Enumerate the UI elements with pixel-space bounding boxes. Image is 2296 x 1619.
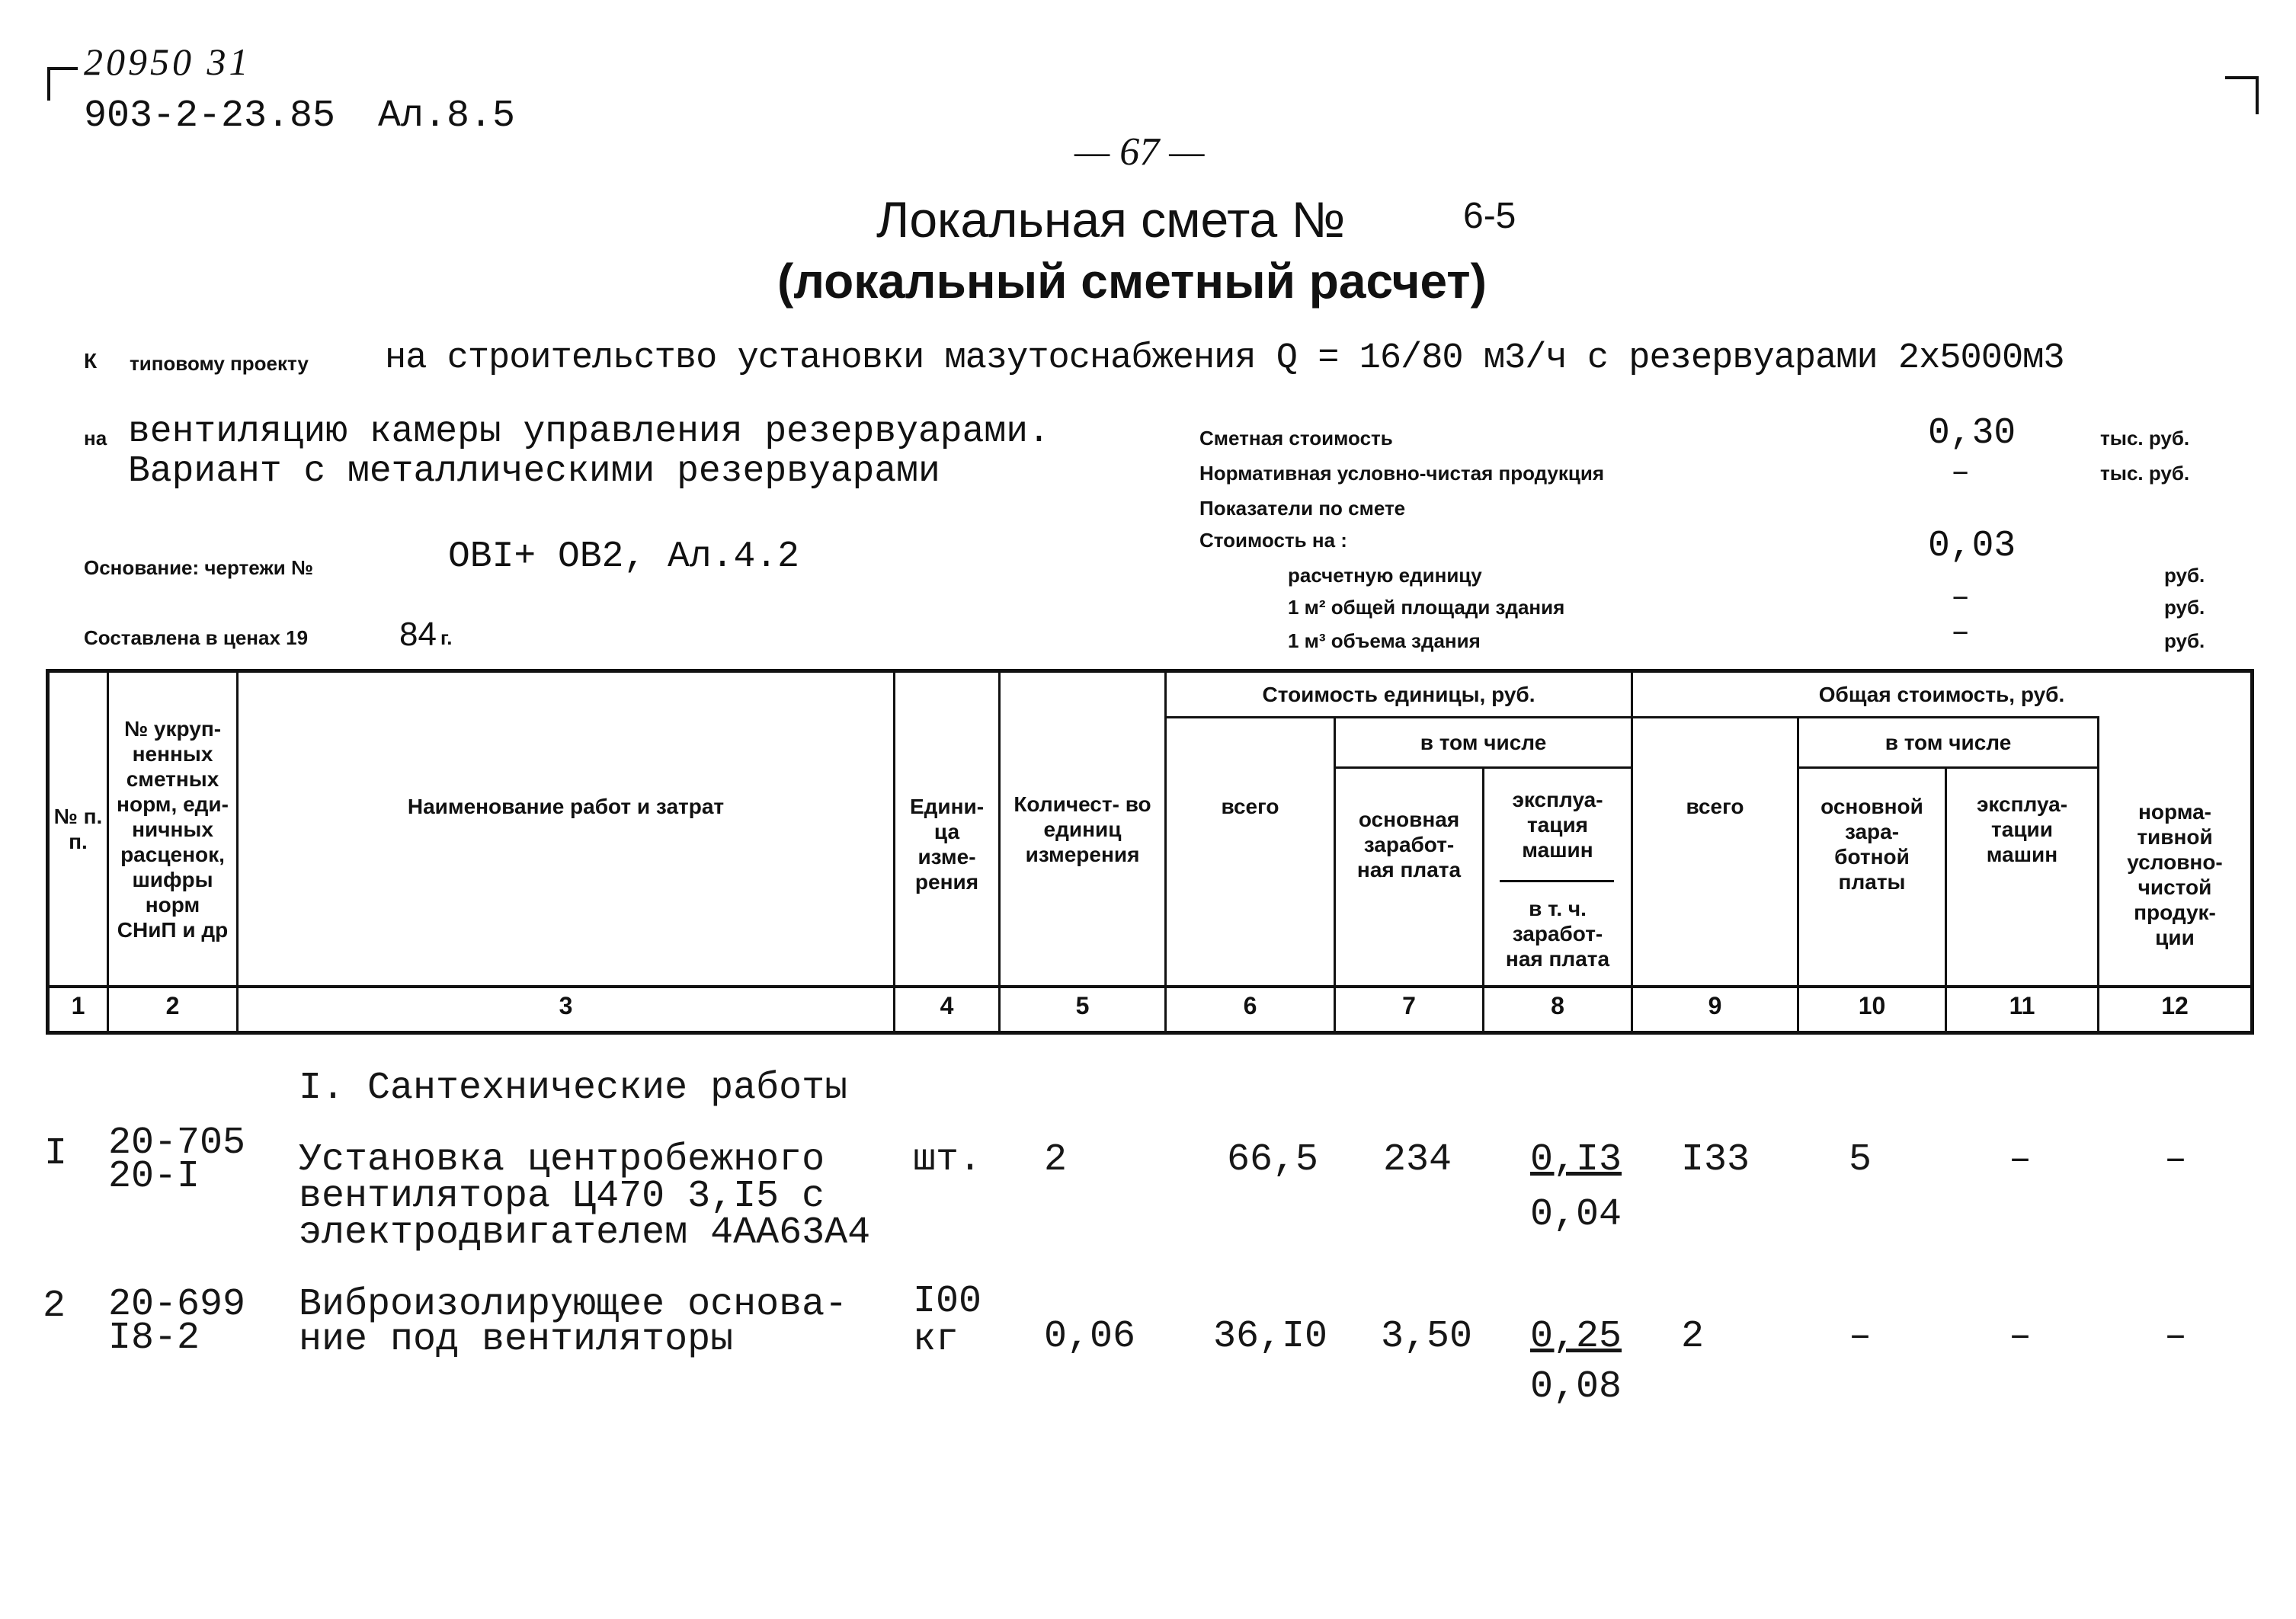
unit-value: кг <box>913 1318 959 1361</box>
summary-estimated-cost-unit: тыс. руб. <box>2100 427 2190 450</box>
unit-machines-wage-value: 0,04 <box>1530 1193 1622 1237</box>
header-sum-net-product: норма- тивной условно- чистой продук- ции <box>2127 800 2223 949</box>
unit-machines-value: 0,25 <box>1530 1315 1622 1358</box>
basis-label: Основание: чертежи № <box>84 556 313 579</box>
work-name-line: Виброизолирующее основа- <box>299 1283 848 1326</box>
basis-value: OBI+ OB2, Ал.4.2 <box>448 536 799 578</box>
work-name-line: ние под вентиляторы <box>299 1318 734 1361</box>
unit-value: шт. <box>913 1138 982 1182</box>
summary-unit-label: расчетную единицу <box>1288 564 1482 587</box>
column-number: 6 <box>1243 992 1257 1019</box>
quantity-value: 2 <box>1044 1138 1068 1182</box>
norm-code-1: 20-705 <box>108 1121 246 1165</box>
sum-machines-value: – <box>2009 1315 2032 1358</box>
corner-mark-top-right <box>2225 76 2259 114</box>
sum-wage-value: – <box>1849 1315 1872 1358</box>
page-title: Локальная смета № <box>876 191 1346 248</box>
unit-total-value: 66,5 <box>1227 1138 1319 1182</box>
header-unit-machines: эксплуа- тация машин <box>1512 787 1603 862</box>
norm-code-2: I8-2 <box>108 1317 200 1360</box>
work-name-line: вентилятора Ц470 3,I5 с <box>299 1175 825 1218</box>
unit-machines-value: 0,I3 <box>1530 1138 1622 1182</box>
sum-total-value: 2 <box>1681 1315 1705 1358</box>
project-description: на строительство установки мазутоснабжения Q = 16/80 м3/ч с резервуарами 2х5000м3 <box>385 338 2064 379</box>
summary-volume-label: 1 м³ объема здания <box>1288 629 1481 652</box>
purpose-line-2: Вариант с металлическими резервуарами <box>128 451 940 492</box>
column-number: 7 <box>1402 992 1416 1019</box>
summary-volume-unit: руб. <box>2164 629 2205 652</box>
header-total-incl: в том числе <box>1885 731 2012 754</box>
page-subtitle: (локальный сметный расчет) <box>777 254 1487 309</box>
compiled-label: Составлена в ценах 19 <box>84 626 309 649</box>
column-number: 4 <box>940 992 954 1019</box>
purpose-prefix: на <box>84 427 107 450</box>
norm-code-1: 20-699 <box>108 1283 246 1326</box>
header-unit-machines-wage: в т. ч. заработ- ная плата <box>1505 896 1610 971</box>
page-number: — 67 — <box>1074 130 1205 174</box>
summary-estimated-cost-label: Сметная стоимость <box>1199 427 1393 450</box>
norm-code-2: 20-I <box>108 1155 200 1198</box>
corner-mark-top-left <box>47 67 78 101</box>
column-number: 2 <box>165 992 180 1019</box>
summary-area-unit: руб. <box>2164 596 2205 619</box>
header-unit-total: всего <box>1221 794 1279 818</box>
purpose-line-1: вентиляцию камеры управления резервуарами. <box>128 411 1050 453</box>
estimate-number: 6-5 <box>1463 196 1516 236</box>
column-number: 3 <box>559 992 573 1019</box>
summary-area-label: 1 м² общей площади здания <box>1288 596 1565 619</box>
header-norm-codes: № укруп- ненных сметных норм, еди- ничных расценок, шифры норм СНиП и др <box>117 716 229 942</box>
handwritten-code: 20950 31 <box>84 40 251 83</box>
header-work-name: Наименование работ и затрат <box>407 794 725 818</box>
unit-wage-value: 3,50 <box>1381 1315 1473 1358</box>
header-quantity: Количест- во единиц измерения <box>1014 792 1151 866</box>
column-number: 1 <box>71 992 85 1019</box>
summary-volume-value: – <box>1951 614 1971 651</box>
compiled-suffix: г. <box>440 626 453 649</box>
compiled-year: 84 <box>399 616 437 653</box>
project-prefix: К <box>84 349 98 373</box>
summary-net-product-label: Нормативная условно-чистая продукция <box>1199 462 1605 485</box>
unit-machines-wage-value: 0,08 <box>1530 1365 1622 1409</box>
unit-value: I00 <box>913 1280 982 1323</box>
summary-unit-unit: руб. <box>2164 564 2205 587</box>
row-number: I <box>44 1132 68 1176</box>
summary-cost-per-value: 0,03 <box>1928 526 2016 567</box>
header-unit-cost-group: Стоимость единицы, руб. <box>1262 683 1535 706</box>
column-number: 8 <box>1551 992 1564 1019</box>
estimate-table-header <box>46 669 2254 1035</box>
unit-wage-value: 234 <box>1383 1138 1452 1182</box>
column-number: 5 <box>1075 992 1090 1019</box>
sum-machines-value: – <box>2009 1138 2032 1182</box>
summary-area-value: – <box>1951 579 1971 616</box>
column-number: 10 <box>1858 992 1886 1019</box>
header-total-cost-group: Общая стоимость, руб. <box>1818 683 2065 706</box>
summary-cost-per-label: Стоимость на : <box>1199 529 1347 552</box>
header-row-number: № п. п. <box>53 805 103 853</box>
work-name-line: электродвигателем 4АА63А4 <box>299 1211 871 1255</box>
header-sum-wage: основной зара- ботной платы <box>1820 795 1923 894</box>
summary-indicators-label: Показатели по смете <box>1199 497 1406 520</box>
sum-total-value: I33 <box>1681 1138 1750 1182</box>
unit-total-value: 36,I0 <box>1213 1315 1328 1358</box>
sum-net-value: – <box>2164 1315 2188 1358</box>
sum-wage-value: 5 <box>1849 1138 1872 1182</box>
project-label: типовому проекту <box>130 352 309 375</box>
quantity-value: 0,06 <box>1044 1315 1136 1358</box>
row-number: 2 <box>43 1285 66 1328</box>
header-sum-total: всего <box>1686 794 1744 818</box>
column-number: 9 <box>1708 992 1722 1019</box>
header-sum-machines: эксплуа- тации машин <box>1976 792 2068 866</box>
summary-estimated-cost-value: 0,30 <box>1928 413 2016 454</box>
album-code: Ал.8.5 <box>378 94 516 138</box>
header-unit-wage: основная заработ- ная плата <box>1356 807 1462 881</box>
column-number: 12 <box>2161 992 2189 1019</box>
summary-net-product-unit: тыс. руб. <box>2100 462 2190 485</box>
column-number: 11 <box>2009 992 2035 1019</box>
project-code: 903-2-23.85 <box>84 94 336 138</box>
summary-net-product-value: – <box>1951 454 1971 491</box>
header-unit: Едини- ца изме- рения <box>909 795 985 894</box>
section-title: I. Сантехнические работы <box>299 1067 848 1110</box>
work-name-line: Установка центробежного <box>299 1138 825 1182</box>
sum-net-value: – <box>2164 1138 2188 1182</box>
header-unit-incl: в том числе <box>1420 731 1547 754</box>
